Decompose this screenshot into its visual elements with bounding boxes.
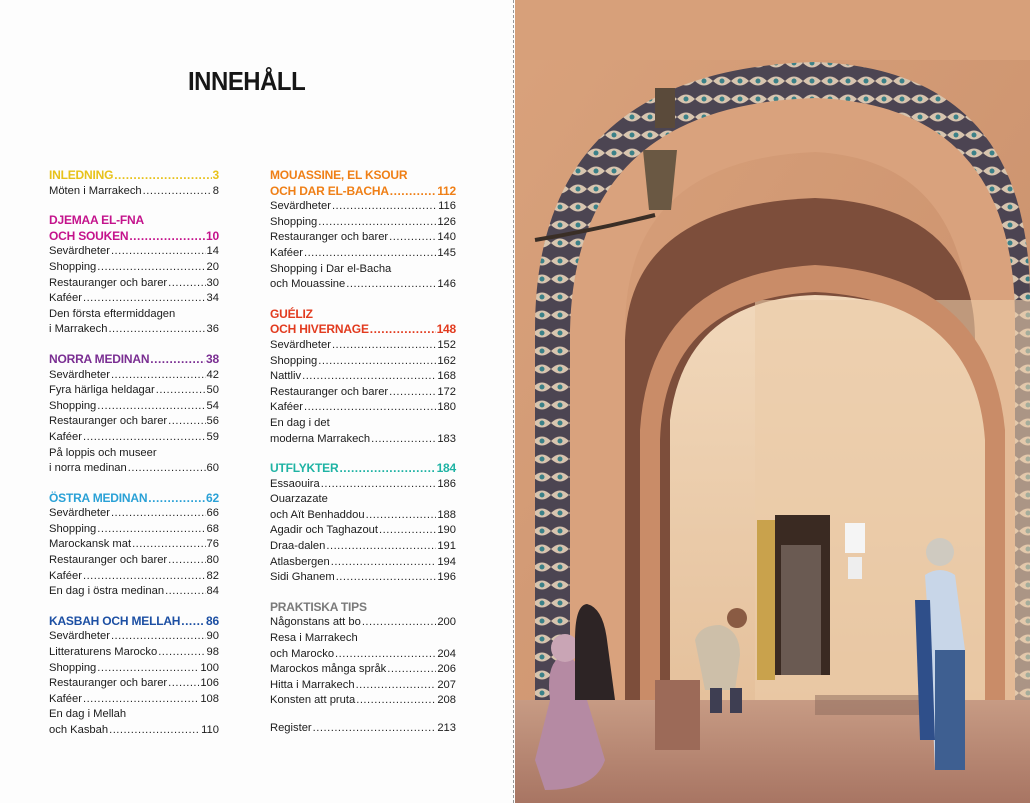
toc-entry[interactable]: Kaféer ..... 145 [270,246,456,262]
toc-entry[interactable]: Restauranger och barer ..... 106 [49,676,219,692]
toc-entry[interactable]: Atlasbergen ..... 194 [270,555,456,571]
toc-entry[interactable]: Sevärdheter ..... 42 [49,368,219,384]
sign [848,557,862,579]
section-heading[interactable]: OCH SOUKEN ..... 10 [49,229,219,245]
toc-entry[interactable]: Fyra härliga heldagar ..... 50 [49,383,219,399]
toc-entry[interactable]: Nattliv ..... 168 [270,369,456,385]
toc-entry-line: Ouarzazate [270,493,328,506]
toc-entry[interactable]: Agadir och Taghazout ..... 190 [270,523,456,539]
toc-entry-line: En dag i Mellah [49,708,127,721]
tourist-hat [926,538,954,566]
toc-entry[interactable]: Restauranger och barer ..... 30 [49,276,219,292]
wooden-door [757,520,775,680]
arch-photo-illustration [515,0,1030,803]
section-heading-line: DJEMAA EL-FNA [49,213,144,228]
toc-entry-register[interactable]: Register ..... 213 [270,721,456,737]
toc-entry-line: Den första eftermiddagen [49,307,176,320]
section-norra [49,352,219,477]
toc-entry[interactable]: moderna Marrakech ..... 183 [270,432,456,448]
toc-entry[interactable]: Shopping ..... 162 [270,354,456,370]
toc-entry[interactable]: Sevärdheter ..... 152 [270,338,456,354]
woman-head [551,634,579,662]
toc-entry[interactable]: Shopping ..... 20 [49,260,219,276]
toc-entry[interactable]: Marockansk mat ..... 76 [49,537,219,553]
lantern-top [655,88,675,128]
toc-entry[interactable]: Sevärdheter ..... 90 [49,629,219,645]
section-heading[interactable]: INLEDNING ..... 3 [49,168,219,184]
tourist-jeans [935,650,965,770]
toc-entry[interactable]: Restauranger och barer ..... 80 [49,553,219,569]
toc-entry[interactable]: Kaféer ..... 82 [49,569,219,585]
toc-entry[interactable]: Sevärdheter ..... 14 [49,244,219,260]
toc-entry[interactable]: Konsten att pruta ..... 208 [270,693,456,709]
section-djemaa [49,213,219,338]
section-inledning [49,168,219,199]
toc-entry[interactable]: Restauranger och barer ..... 172 [270,385,456,401]
toc-entry[interactable]: i norra medinan ..... 60 [49,461,219,477]
toc-entry[interactable]: Kaféer ..... 180 [270,400,456,416]
section-heading[interactable]: NORRA MEDINAN ..... 38 [49,352,219,368]
toc-entry[interactable]: och Kasbah ..... 110 [49,723,219,739]
section-heading[interactable]: OCH DAR EL-BACHA ..... 112 [270,184,456,200]
section-heading-line: MOUASSINE, EL KSOUR [270,168,408,182]
toc-entry[interactable]: Någonstans att bo ..... 200 [270,615,456,631]
man-head [727,608,747,628]
section-heading-line: GUÉLIZ [270,306,313,321]
toc-entry[interactable]: Shopping ..... 100 [49,661,219,677]
toc-entry-line: Shopping i Dar el-Bacha [270,262,392,275]
section-utflykter [270,461,456,586]
toc-column-right [270,168,456,737]
toc-entry-line: Resa i Marrakech [270,632,358,645]
section-heading[interactable]: UTFLYKTER ..... 184 [270,461,456,477]
toc-entry[interactable]: Litteraturens Marocko ..... 98 [49,645,219,661]
doorway-inner [781,545,821,675]
toc-entry-line: En dag i det [270,416,330,429]
toc-entry[interactable]: Shopping ..... 126 [270,215,456,231]
toc-entry[interactable]: Restauranger och barer ..... 140 [270,230,456,246]
toc-entry[interactable]: Kaféer ..... 108 [49,692,219,708]
toc-entry[interactable]: Sidi Ghanem ..... 196 [270,570,456,586]
toc-entry[interactable]: Restauranger och barer ..... 56 [49,414,219,430]
toc-entry[interactable]: och Mouassine ..... 146 [270,277,456,293]
photo-marrakech-arches [515,0,1030,803]
section-praktiska [270,600,456,709]
section-heading[interactable]: KASBAH OCH MELLAH ..... 86 [49,614,219,630]
toc-entry[interactable]: Shopping ..... 68 [49,522,219,538]
toc-column-left [49,168,219,753]
section-heading[interactable]: ÖSTRA MEDINAN ..... 62 [49,491,219,507]
toc-entry[interactable]: Essaouira ..... 186 [270,477,456,493]
toc-entry[interactable]: Shopping ..... 54 [49,399,219,415]
section-gueliz [270,307,456,447]
toc-entry[interactable]: Sevärdheter ..... 116 [270,199,456,215]
section-heading[interactable]: PRAKTISKA TIPS [270,599,367,614]
toc-entry[interactable]: Hitta i Marrakech ..... 207 [270,678,456,694]
section-heading[interactable]: OCH HIVERNAGE ..... 148 [270,322,456,338]
poster [845,523,865,553]
toc-entry[interactable]: Kaféer ..... 34 [49,291,219,307]
toc-entry[interactable]: Draa-dalen ..... 191 [270,539,456,555]
toc-entry[interactable]: Möten i Marrakech ..... 8 [49,184,219,200]
toc-entry[interactable]: En dag i östra medinan ..... 84 [49,584,219,600]
bench [655,680,700,750]
toc-entry[interactable]: Kaféer ..... 59 [49,430,219,446]
toc-entry[interactable]: och Aït Benhaddou ..... 188 [270,508,456,524]
toc-entry[interactable]: Marockos många språk ..... 206 [270,662,456,678]
section-kasbah [49,614,219,739]
section-ostra [49,491,219,600]
toc-entry-line: På loppis och museer [49,446,157,459]
toc-entry[interactable]: Sevärdheter ..... 66 [49,506,219,522]
toc-entry[interactable]: och Marocko ..... 204 [270,647,456,663]
upper-wall [515,0,1030,60]
floor-grate [815,695,925,715]
section-mouassine [270,168,456,293]
page-title: INNEHÅLL [188,66,306,96]
toc-entry[interactable]: i Marrakech ..... 36 [49,322,219,338]
